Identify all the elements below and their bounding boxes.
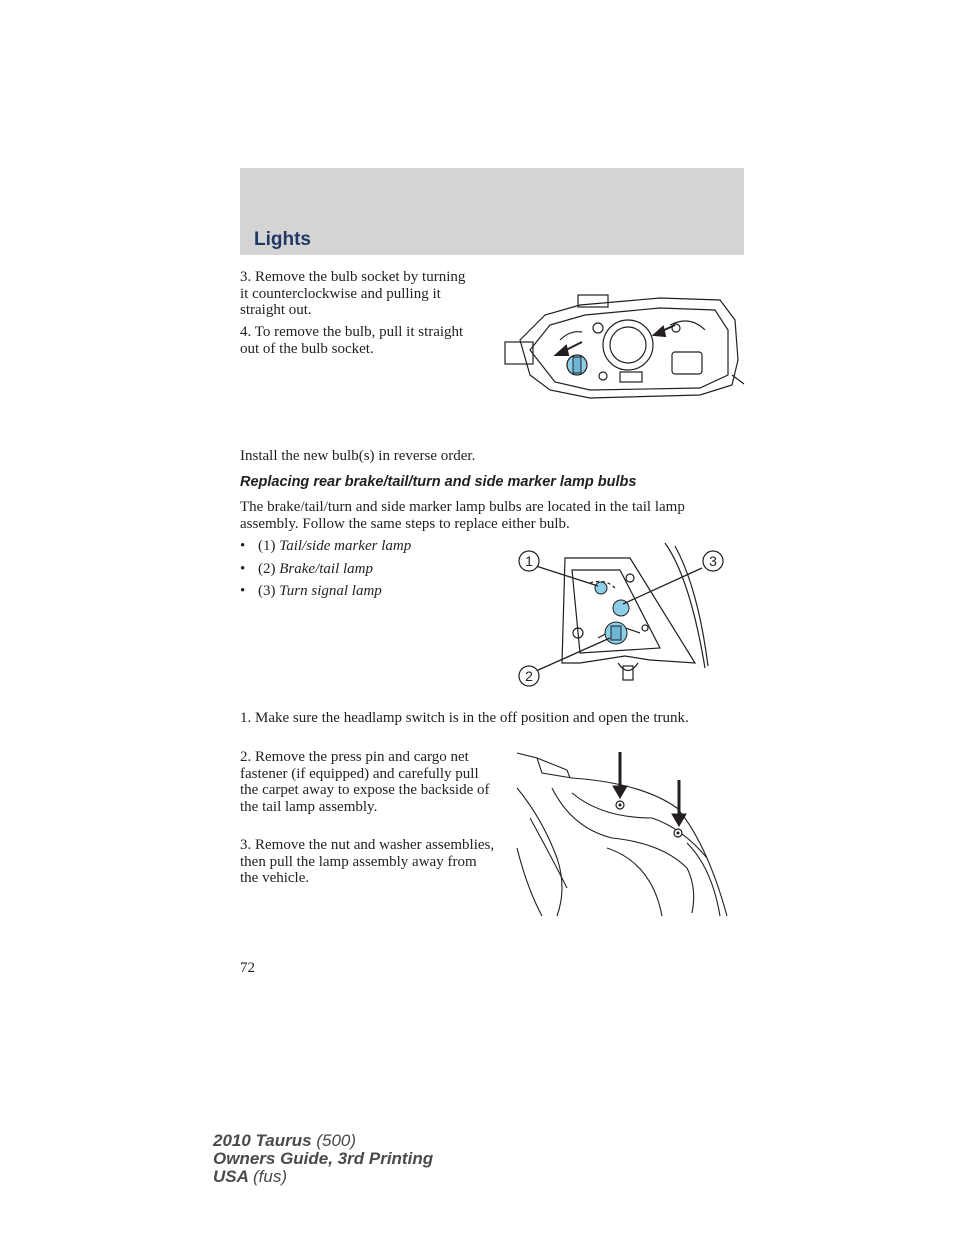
bulb-label: Turn signal lamp xyxy=(279,583,382,599)
bulb-number: (1) xyxy=(258,538,276,554)
callout-1: 1 xyxy=(525,553,533,569)
brake-tail-bulb-icon xyxy=(605,622,627,644)
list-item: • (2) Brake/tail lamp xyxy=(240,560,373,577)
down-arrow-icon xyxy=(613,752,686,826)
install-reverse-text: Install the new bulb(s) in reverse order. xyxy=(240,448,476,464)
bulb-number: (3) xyxy=(258,583,276,599)
step-1-headlamp-off: 1. Make sure the headlamp switch is in the off position and open the trunk. xyxy=(240,710,689,726)
tail-side-marker-bulb-icon xyxy=(595,582,607,594)
trunk-interior-illustration xyxy=(512,748,732,918)
callout-2: 2 xyxy=(525,668,533,684)
bulb-number: (2) xyxy=(258,560,276,577)
list-item: • (1) Tail/side marker lamp xyxy=(240,538,412,554)
footer-region: USA xyxy=(213,1167,249,1186)
page-number: 72 xyxy=(240,960,255,976)
subheading: Replacing rear brake/tail/turn and side marker lamp bulbs xyxy=(240,474,637,490)
rotation-arrow-icon xyxy=(556,325,675,355)
footer-model-code: (500) xyxy=(316,1131,357,1150)
step-3-remove-socket: 3. Remove the bulb socket by turning it counterclockwise and pulling it straight out. xyxy=(240,269,466,318)
list-item: • (3) Turn signal lamp xyxy=(240,583,382,599)
bulb-list xyxy=(240,537,411,605)
bulb-label: Tail/side marker lamp xyxy=(279,538,412,554)
step-2-remove-press-pin: 2. Remove the press pin and cargo net fastener (if equipped) and carefully pull the carpet away to expose the backside of the tail lamp assembly. xyxy=(240,749,490,815)
callout-3: 3 xyxy=(709,553,717,569)
bulb-socket-icon xyxy=(567,355,587,375)
bulb-label: Brake/tail lamp xyxy=(279,560,373,577)
step-3-remove-nuts: 3. Remove the nut and washer assemblies, then pull the lamp assembly away from the vehicle. xyxy=(240,837,495,886)
tail-lamp-illustration xyxy=(510,538,734,690)
step-4-remove-bulb: 4. To remove the bulb, pull it straight out of the bulb socket. xyxy=(240,324,464,357)
headlamp-illustration xyxy=(500,290,748,402)
footer-model: 2010 Taurus xyxy=(213,1131,312,1150)
document-footer xyxy=(213,1132,433,1186)
nut-location-icon xyxy=(616,801,682,837)
section-title: Lights xyxy=(254,229,311,250)
intro-paragraph: The brake/tail/turn and side marker lamp bulbs are located in the tail lamp assembly. Follow the same steps to replace either bulb. xyxy=(240,499,685,532)
footer-guide: Owners Guide, 3rd Printing xyxy=(213,1149,434,1168)
section-header xyxy=(240,168,744,255)
footer-region-code: (fus) xyxy=(253,1167,287,1186)
